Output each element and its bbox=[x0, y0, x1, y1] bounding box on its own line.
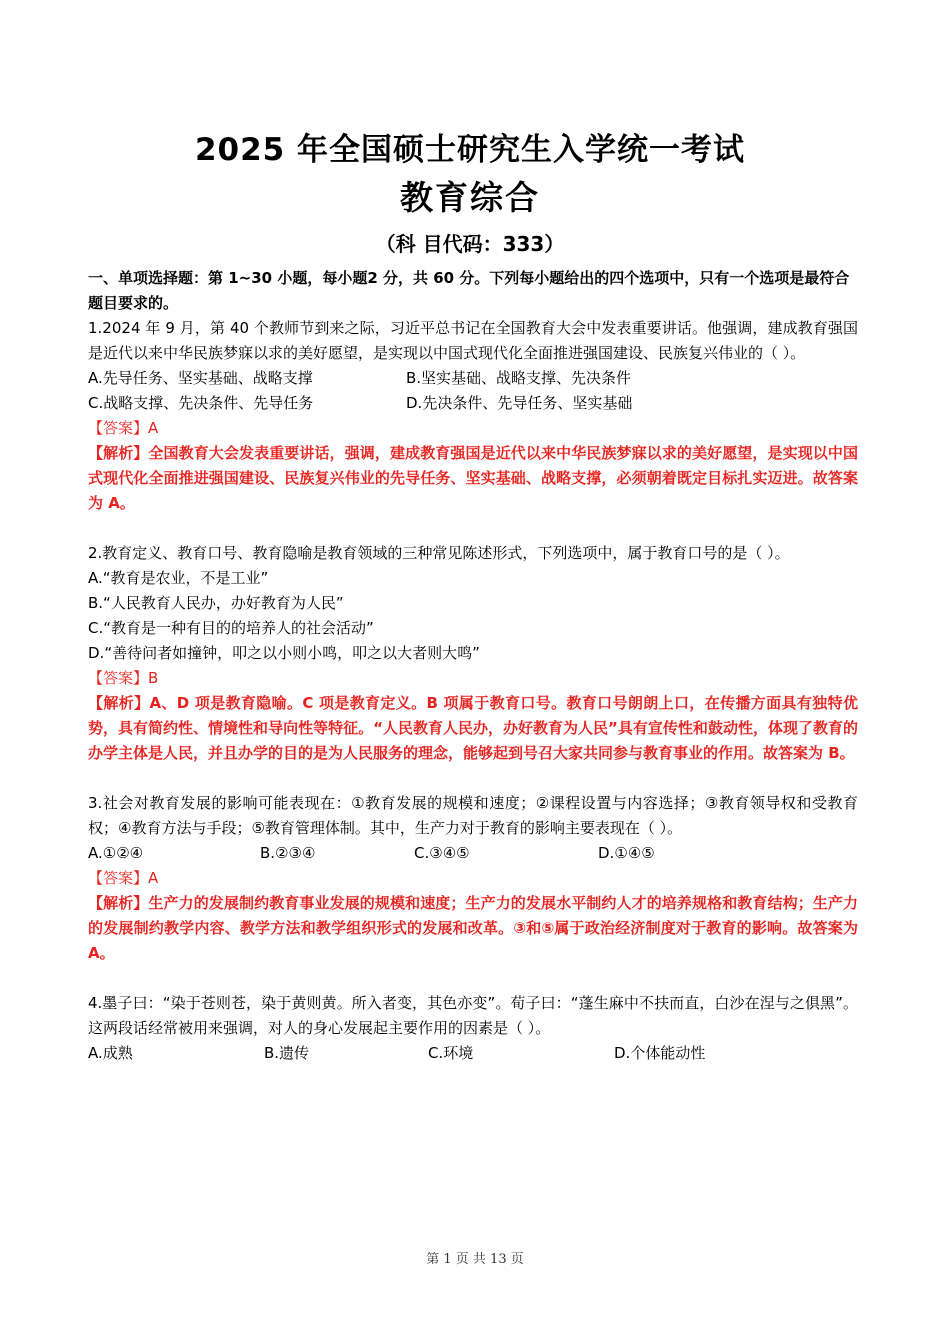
option-b: B.坚实基础、战略支撑、先决条件 bbox=[406, 369, 632, 387]
explanation: 【解析】全国教育大会发表重要讲话，强调，建成教育强国是近代以来中华民族梦寐以求的美好愿望，是实现以中国式现代化全面推进强国建设、民族复兴伟业的先导任务、坚实基础、战略支撑，必须朝着既定目标扎实迈进。故答案为 A。 bbox=[88, 444, 858, 512]
subject-code: （科 目代码：333） bbox=[375, 232, 565, 256]
explanation: 【解析】A、D 项是教育隐喻。C 项是教育定义。B 项属于教育口号。教育口号朗朗上口，在传播方面具有独特优势，具有简约性、情境性和导向性等特征。“人民教育人民办，办好教育为人民”具有宣传性和鼓动性，体现了教育的办学主体是人民，并且办学的目的是为人民服务的理念，能够起到号召大家共同参与教育事业的作用。故答案为 B。 bbox=[88, 694, 858, 762]
spacer bbox=[88, 966, 858, 991]
spacer bbox=[88, 516, 858, 541]
section-heading: 一、单项选择题：第 1~30 小题，每小题2 分，共 60 分。下列每小题给出的四个选项中，只有一个选项是最符合题目要求的。 bbox=[88, 269, 850, 312]
option-a: A.“教育是农业，不是工业” bbox=[88, 569, 269, 587]
options-row bbox=[88, 366, 858, 391]
options-row bbox=[88, 391, 858, 416]
option-b: B.“人民教育人民办，办好教育为人民” bbox=[88, 594, 344, 612]
option-b: B.②③④ bbox=[260, 844, 316, 862]
options-row bbox=[88, 841, 858, 866]
option-c: C.“教育是一种有目的的培养人的社会活动” bbox=[88, 619, 374, 637]
option-b: B.遗传 bbox=[264, 1044, 310, 1062]
option-d: D.①④⑤ bbox=[598, 844, 655, 862]
option-c: C.战略支撑、先决条件、先导任务 bbox=[88, 394, 314, 412]
option-a: A.①②④ bbox=[88, 844, 144, 862]
spacer bbox=[88, 766, 858, 791]
answer-label: 【答案】A bbox=[88, 869, 159, 887]
option-d: D.“善待问者如撞钟，叩之以小则小鸣，叩之以大者则大鸣” bbox=[88, 644, 480, 662]
question-1 bbox=[88, 316, 858, 516]
explanation: 【解析】生产力的发展制约教育事业发展的规模和速度；生产力的发展水平制约人才的培养规格和教育结构；生产力的发展制约教学内容、教学方法和教学组织形式的发展和改革。③和⑤属于政治经济制度对于教育的影响。故答案为 A。 bbox=[88, 894, 858, 962]
question-stem: 4.墨子曰：“染于苍则苍，染于黄则黄。所入者变，其色亦变”。荀子曰：“蓬生麻中不扶而直，白沙在涅与之俱黑”。这两段话经常被用来强调，对人的身心发展起主要作用的因素是（ ）。 bbox=[88, 994, 858, 1037]
option-d: D.先决条件、先导任务、坚实基础 bbox=[406, 394, 633, 412]
subject-title: 教育综合 bbox=[400, 178, 540, 217]
question-4 bbox=[88, 991, 858, 1066]
question-2 bbox=[88, 541, 858, 766]
page-footer: 第 1 页 共 13 页 bbox=[426, 1252, 524, 1267]
question-stem: 3.社会对教育发展的影响可能表现在：①教育发展的规模和速度；②课程设置与内容选择；③教育领导权和受教育权；④教育方法与手段；⑤教育管理体制。其中，生产力对于教育的影响主要表现在（ ）。 bbox=[88, 794, 858, 837]
exam-title: 2025 年全国硕士研究生入学统一考试 bbox=[194, 132, 746, 168]
question-stem: 2.教育定义、教育口号、教育隐喻是教育领域的三种常见陈述形式，下列选项中，属于教育口号的是（ ）。 bbox=[88, 544, 790, 562]
question-stem: 1.2024 年 9 月，第 40 个教师节到来之际，习近平总书记在全国教育大会中发表重要讲话。他强调，建成教育强国是近代以来中华民族梦寐以求的美好愿望，是实现以中国式现代化全面推进强国建设、民族复兴伟业的（ ）。 bbox=[88, 319, 858, 362]
option-d: D.个体能动性 bbox=[614, 1044, 706, 1062]
option-a: A.先导任务、坚实基础、战略支撑 bbox=[88, 369, 313, 387]
content-body bbox=[88, 266, 858, 1066]
option-a: A.成熟 bbox=[88, 1044, 133, 1062]
answer-label: 【答案】A bbox=[88, 419, 159, 437]
option-c: C.环境 bbox=[428, 1044, 474, 1062]
options-row bbox=[88, 1041, 858, 1066]
question-3 bbox=[88, 791, 858, 966]
answer-label: 【答案】B bbox=[88, 669, 159, 687]
option-c: C.③④⑤ bbox=[414, 844, 470, 862]
